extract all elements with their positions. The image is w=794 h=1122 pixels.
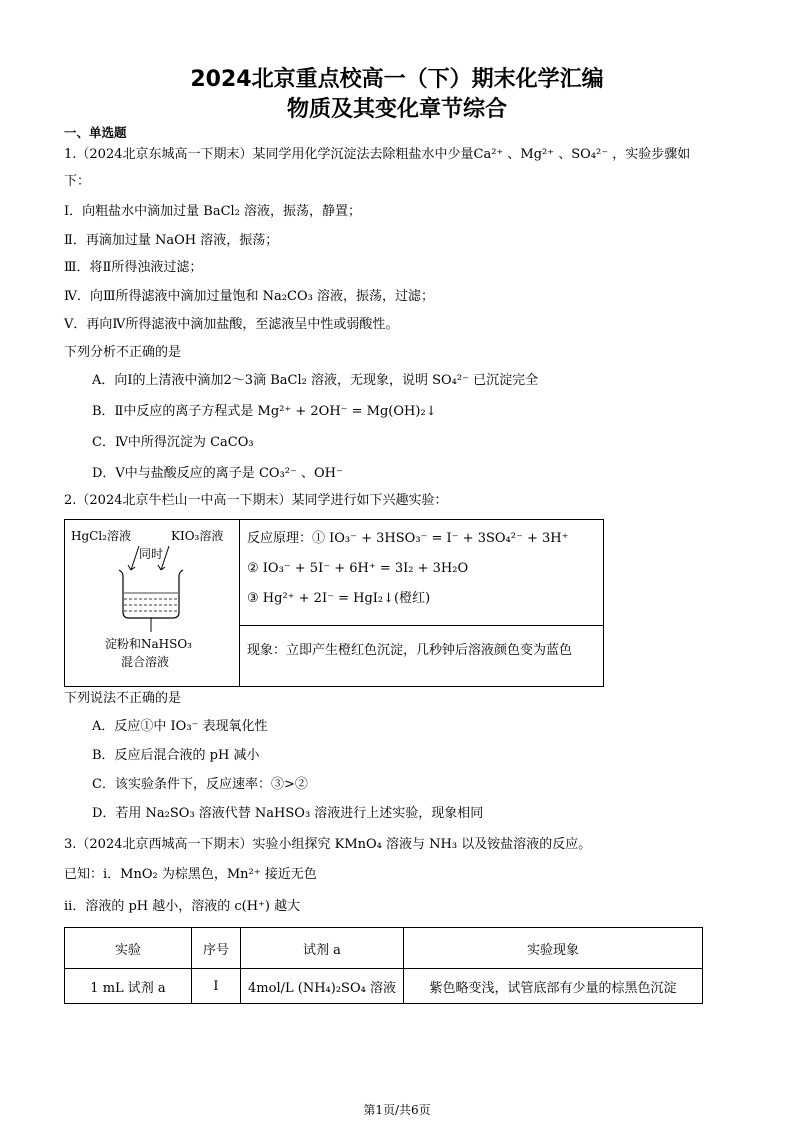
q1-option-a: A．向Ⅰ的上清液中滴加2～3滴 BaCl₂ 溶液，无现象，说明 SO₄²⁻ 已沉淀完全: [92, 373, 539, 388]
q2-principle-1: 反应原理：① IO₃⁻ + 3HSO₃⁻ = I⁻ + 3SO₄²⁻ + 3H⁺: [247, 531, 569, 546]
fig-label-bottom2: 混合溶液: [121, 655, 170, 669]
q1-step-1: Ⅰ．向粗盐水中滴加过量 BaCl₂ 溶液，振荡，静置；: [64, 204, 362, 219]
table-header-cell: 实验现象: [404, 928, 703, 969]
table-cell: 紫色略变浅，试管底部有少量的棕黑色沉淀: [404, 969, 703, 1004]
q3-known-1: 已知：i．MnO₂ 为棕黑色，Mn²⁺ 接近无色: [64, 867, 317, 882]
beaker-figure: [65, 520, 239, 686]
table-cell: I: [192, 969, 241, 1004]
fig-label-mid: 同时: [139, 547, 164, 561]
q2-option-d: D．若用 Na₂SO₃ 溶液代替 NaHSO₃ 溶液进行上述实验，现象相同: [92, 806, 484, 821]
q1-stem-a: 1.（2024北京东城高一下期末）某同学用化学沉淀法去除粗盐水中少量: [64, 147, 474, 162]
table-header-cell: 试剂 a: [241, 928, 404, 969]
q2-option-a: A．反应①中 IO₃⁻ 表现氧化性: [92, 719, 268, 734]
q1-step-4: Ⅳ．向Ⅲ所得滤液中滴加过量饱和 Na₂CO₃ 溶液，振荡，过滤；: [64, 289, 434, 304]
q3-experiment-table: [64, 927, 703, 1004]
q3-known-2: ii．溶液的 pH 越小，溶液的 c(H⁺) 越大: [64, 899, 301, 914]
q1-option-c: C．Ⅳ中所得沉淀为 CaCO₃: [92, 435, 254, 450]
q1-ion-list: Ca²⁺ 、Mg²⁺ 、SO₄²⁻ ，实验步骤如: [473, 147, 691, 162]
q2-question: 下列说法不正确的是: [64, 691, 182, 706]
q1-option-b: B．Ⅱ中反应的离子方程式是 Mg²⁺ + 2OH⁻ = Mg(OH)₂↓: [92, 404, 437, 419]
q3-stem: 3.（2024北京西城高一下期末）实验小组探究 KMnO₄ 溶液与 NH₃ 以及铵盐溶液的反应。: [64, 837, 592, 852]
q2-principle-2: ② IO₃⁻ + 5I⁻ + 6H⁺ = 3I₂ + 3H₂O: [247, 561, 469, 576]
table-cell: 1 mL 试剂 a: [65, 969, 192, 1004]
q1-option-d: D．Ⅴ中与盐酸反应的离子是 CO₃²⁻ 、OH⁻: [92, 466, 343, 481]
q1-stem-b: 下：: [64, 174, 91, 189]
fig-label-right: KIO₃溶液: [171, 529, 224, 543]
document-title-line2: 物质及其变化章节综合: [286, 97, 507, 122]
q1-step-3: Ⅲ．将Ⅱ所得浊液过滤；: [64, 260, 203, 275]
table-cell: 4mol/L (NH₄)₂SO₄ 溶液: [241, 969, 404, 1004]
table-row: [65, 969, 703, 1004]
table-header-row: [65, 928, 703, 969]
q2-principle-3: ③ Hg²⁺ + 2I⁻ = HgI₂↓(橙红): [247, 591, 431, 606]
fig-label-left: HgCl₂溶液: [71, 529, 131, 543]
fig-label-bottom1: 淀粉和NaHSO₃: [105, 637, 192, 651]
q2-option-c: C．该实验条件下，反应速率：③>②: [92, 777, 308, 792]
q2-stem: 2.（2024北京牛栏山一中高一下期末）某同学进行如下兴趣实验：: [64, 493, 448, 508]
document-title-line1: 2024北京重点校高一（下）期末化学汇编: [190, 67, 604, 92]
q2-experiment-box: [64, 519, 604, 687]
table-header-cell: 实验: [65, 928, 192, 969]
q1-stem: [64, 146, 690, 164]
q1-step-5: Ⅴ．再向Ⅳ所得滤液中滴加盐酸，至滤液呈中性或弱酸性。: [64, 317, 399, 332]
page-footer: 第1页/共6页: [363, 1103, 431, 1117]
q2-phenomenon: 现象：立即产生橙红色沉淀，几秒钟后溶液颜色变为蓝色: [247, 643, 573, 658]
q1-step-2: Ⅱ．再滴加过量 NaOH 溶液，振荡；: [64, 233, 279, 248]
q1-question: 下列分析不正确的是: [64, 345, 182, 360]
section-heading: 一、单选题: [64, 125, 127, 140]
table-header-cell: 序号: [192, 928, 241, 969]
q2-option-b: B．反应后混合液的 pH 减小: [92, 748, 260, 763]
